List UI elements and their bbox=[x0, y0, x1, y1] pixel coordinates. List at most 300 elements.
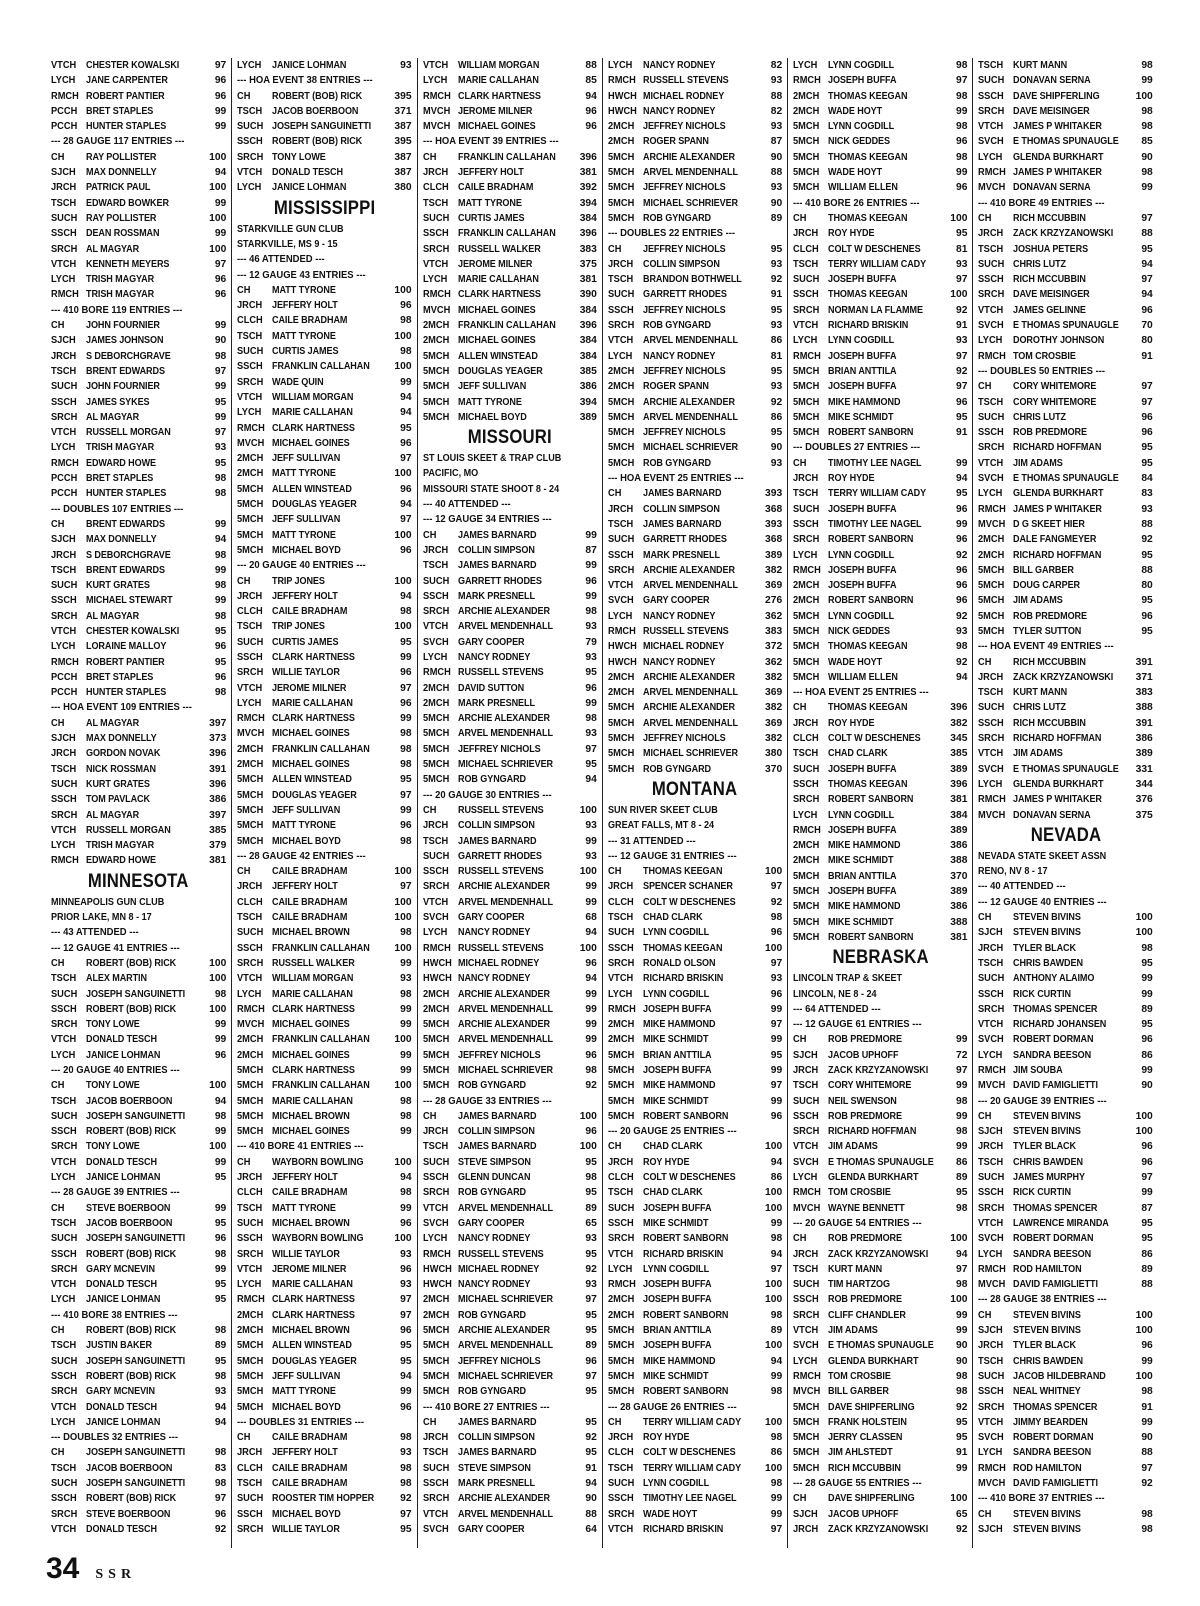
class-code: 5MCH bbox=[422, 1370, 449, 1382]
shooter-name: DAVID FAMIGLIETTI bbox=[1013, 1080, 1099, 1092]
class-code: SUCH bbox=[237, 927, 264, 939]
class-code: SSCH bbox=[793, 518, 819, 530]
result-row bbox=[51, 762, 226, 777]
score: 100 bbox=[950, 289, 968, 301]
score: 86 bbox=[770, 335, 783, 347]
result-row bbox=[423, 1277, 597, 1292]
shooter-name: CAILE BRADHAM bbox=[272, 606, 348, 618]
result-row bbox=[51, 624, 226, 639]
class-code: MVCH bbox=[422, 121, 450, 133]
score: 100 bbox=[394, 468, 412, 480]
class-code: 2MCH bbox=[793, 840, 820, 852]
result-row bbox=[978, 379, 1152, 394]
score: 96 bbox=[770, 988, 783, 1000]
result-row bbox=[51, 716, 226, 731]
score: 99 bbox=[585, 896, 597, 908]
result-row bbox=[237, 1109, 411, 1124]
shooter-name: RUSSELL STEVENS bbox=[457, 667, 544, 679]
shooter-name: STEVEN BIVINS bbox=[1013, 1508, 1082, 1520]
score: 391 bbox=[209, 763, 227, 775]
shooter-name: TYLER BLACK bbox=[1013, 1141, 1077, 1153]
class-code: RMCH bbox=[51, 855, 79, 867]
result-row bbox=[793, 165, 967, 180]
class-code: CLCH bbox=[237, 896, 264, 908]
class-code: 2MCH bbox=[422, 320, 449, 332]
class-code: RMCH bbox=[978, 503, 1007, 515]
result-row bbox=[793, 823, 967, 838]
class-code: SJCH bbox=[978, 1523, 1004, 1535]
shooter-name: FRANKLIN CALLAHAN bbox=[457, 228, 556, 240]
result-row bbox=[423, 196, 597, 211]
class-code: JRCH bbox=[422, 820, 448, 832]
class-code: 5MCH bbox=[793, 381, 820, 393]
class-code: MVCH bbox=[237, 437, 265, 449]
shooter-name: ROGER SPANN bbox=[642, 381, 709, 393]
class-code: 5MCH bbox=[237, 1386, 264, 1398]
score: 384 bbox=[579, 304, 597, 316]
shooter-name: JIM ADAMS bbox=[828, 1141, 878, 1153]
score: 90 bbox=[956, 1340, 968, 1352]
shooter-name: SANDRA BEESON bbox=[1013, 1248, 1092, 1260]
result-row bbox=[51, 1170, 226, 1185]
result-row bbox=[978, 609, 1152, 624]
score: 371 bbox=[394, 105, 412, 117]
heading-text: --- 410 BORE 49 ENTRIES --- bbox=[978, 196, 1106, 209]
heading-text: NEBRASKA bbox=[832, 947, 929, 969]
heading-text: --- 28 GAUGE 117 ENTRIES --- bbox=[51, 135, 185, 148]
score: 98 bbox=[1141, 1386, 1153, 1398]
shooter-name: JOSEPH BUFFA bbox=[642, 1065, 712, 1076]
score: 98 bbox=[770, 1309, 783, 1321]
shooter-name: NANCY RODNEY bbox=[642, 656, 716, 668]
score: 97 bbox=[1141, 1172, 1153, 1184]
class-code: MVCH bbox=[978, 518, 1006, 530]
score: 81 bbox=[956, 243, 968, 255]
class-code: TSCH bbox=[978, 396, 1004, 408]
shooter-name: BRET STAPLES bbox=[86, 671, 154, 683]
score: 386 bbox=[1135, 733, 1153, 745]
result-row bbox=[608, 486, 782, 501]
shooter-name: RICH MCCUBBIN bbox=[828, 1462, 902, 1474]
shooter-name: STEVEN BIVINS bbox=[1013, 1523, 1082, 1535]
shooter-name: JAMES JOHNSON bbox=[86, 335, 164, 347]
shooter-name: LYNN COGDILL bbox=[828, 60, 895, 71]
class-code: 5MCH bbox=[237, 1095, 264, 1107]
result-row bbox=[608, 731, 782, 746]
shooter-name: BRIAN ANTTILA bbox=[828, 870, 897, 882]
class-code: JRCH bbox=[607, 1432, 634, 1444]
score: 100 bbox=[394, 284, 412, 296]
result-row bbox=[608, 287, 782, 302]
score: 372 bbox=[765, 641, 783, 653]
heading-text: --- 410 BORE 37 ENTRIES --- bbox=[978, 1492, 1106, 1505]
result-row bbox=[237, 150, 411, 165]
score: 100 bbox=[1135, 1325, 1153, 1337]
shooter-name: MARIE CALLAHAN bbox=[457, 75, 539, 87]
score: 99 bbox=[956, 457, 968, 469]
score: 94 bbox=[956, 1248, 968, 1260]
class-code: MVCH bbox=[978, 1080, 1006, 1092]
result-row bbox=[608, 349, 782, 364]
class-code: SJCH bbox=[978, 1126, 1004, 1138]
score: 383 bbox=[579, 243, 597, 255]
shooter-name: MICHAEL RODNEY bbox=[642, 90, 725, 102]
class-code: TSCH bbox=[978, 60, 1004, 71]
class-code: SUCH bbox=[51, 778, 78, 790]
shooter-name: RICK CURTIN bbox=[1013, 988, 1072, 1000]
class-code: 5MCH bbox=[607, 717, 635, 729]
shooter-name: RUSSELL STEVENS bbox=[642, 625, 729, 637]
score: 98 bbox=[585, 713, 597, 725]
result-row bbox=[237, 1231, 411, 1246]
result-row bbox=[237, 1185, 411, 1200]
shooter-name: ROY HYDE bbox=[828, 717, 875, 729]
shooter-name: AL MAGYAR bbox=[86, 717, 140, 729]
result-row bbox=[978, 1415, 1152, 1430]
score: 95 bbox=[585, 1187, 597, 1199]
result-row bbox=[793, 471, 967, 486]
class-code: 5MCH bbox=[237, 820, 264, 832]
class-code: 5MCH bbox=[793, 1447, 820, 1459]
class-code: 5MCH bbox=[237, 529, 264, 541]
class-code: 2MCH bbox=[607, 1019, 635, 1031]
score: 99 bbox=[214, 1263, 227, 1275]
score: 97 bbox=[956, 75, 968, 87]
result-row bbox=[978, 486, 1152, 501]
result-row bbox=[608, 1201, 782, 1216]
result-row bbox=[793, 425, 967, 440]
class-code: SVCH bbox=[607, 595, 634, 607]
result-row bbox=[978, 1262, 1152, 1277]
class-code: CH bbox=[793, 702, 807, 714]
shooter-name: CHRIS LUTZ bbox=[1013, 702, 1067, 714]
heading-text: MISSISSIPPI bbox=[273, 197, 376, 219]
shooter-name: MICHAEL SCHRIEVER bbox=[642, 197, 738, 209]
score: 97 bbox=[770, 1263, 783, 1275]
class-code: 5MCH bbox=[607, 182, 635, 194]
score: 85 bbox=[1141, 136, 1153, 148]
class-code: SRCH bbox=[793, 534, 820, 546]
class-code: SSCH bbox=[607, 304, 634, 316]
class-code: 2MCH bbox=[237, 1325, 264, 1337]
class-code: SUCH bbox=[237, 636, 264, 648]
class-code: TSCH bbox=[607, 1462, 634, 1474]
score: 98 bbox=[214, 488, 227, 500]
score: 370 bbox=[950, 870, 968, 882]
event-header bbox=[608, 1124, 782, 1139]
result-row bbox=[793, 1170, 967, 1185]
shooter-name: ROD HAMILTON bbox=[1013, 1263, 1083, 1275]
shooter-name: ROBERT (BOB) RICK bbox=[86, 1325, 177, 1337]
shooter-name: NANCY RODNEY bbox=[642, 610, 716, 622]
shooter-name: FRANKLIN CALLAHAN bbox=[272, 743, 370, 755]
score: 97 bbox=[585, 743, 597, 755]
score: 98 bbox=[214, 687, 227, 699]
class-code: 5MCH bbox=[422, 1065, 449, 1076]
score: 362 bbox=[765, 610, 783, 622]
result-row bbox=[978, 58, 1152, 73]
shooter-name: MIKE SCHMIDT bbox=[828, 411, 894, 423]
shooter-name: NICK GEDDES bbox=[828, 136, 891, 148]
class-code: SUCH bbox=[607, 534, 635, 546]
shooter-name: GARY COOPER bbox=[457, 636, 525, 648]
class-code: 2MCH bbox=[793, 105, 820, 117]
score: 96 bbox=[956, 396, 968, 408]
result-row bbox=[978, 1476, 1152, 1491]
result-row bbox=[423, 971, 597, 986]
result-row bbox=[51, 1507, 226, 1522]
class-code: TSCH bbox=[237, 330, 263, 342]
score: 99 bbox=[770, 1065, 783, 1076]
class-code: PCCH bbox=[51, 671, 78, 683]
shooter-name: GARRETT RHODES bbox=[457, 575, 542, 587]
heading-text: --- 20 GAUGE 30 ENTRIES --- bbox=[422, 788, 552, 801]
shooter-name: JEFFREY NICHOLS bbox=[642, 121, 726, 133]
score: 95 bbox=[585, 1386, 597, 1398]
result-row bbox=[423, 1384, 597, 1399]
shooter-name: ALEX MARTIN bbox=[86, 973, 147, 985]
heading-text: PRIOR LAKE, MN 8 - 17 bbox=[51, 912, 152, 924]
result-row bbox=[51, 1262, 226, 1277]
event-header bbox=[423, 788, 597, 803]
result-row bbox=[793, 624, 967, 639]
result-row bbox=[978, 1445, 1152, 1460]
result-row bbox=[51, 287, 226, 302]
result-row bbox=[51, 257, 226, 272]
score: 98 bbox=[585, 1172, 597, 1184]
shooter-name: JOHN FOURNIER bbox=[86, 320, 160, 332]
score: 98 bbox=[770, 912, 783, 924]
result-row bbox=[237, 1430, 411, 1445]
heading-text: --- 46 ATTENDED --- bbox=[237, 253, 325, 266]
score: 97 bbox=[956, 350, 968, 362]
score: 99 bbox=[585, 1003, 597, 1015]
heading-text: --- 20 GAUGE 25 ENTRIES --- bbox=[607, 1125, 737, 1138]
class-code: 5MCH bbox=[237, 774, 264, 786]
result-row bbox=[51, 1491, 226, 1506]
result-row bbox=[423, 681, 597, 696]
score: 100 bbox=[394, 942, 412, 954]
event-header bbox=[51, 1063, 226, 1078]
result-row bbox=[608, 1430, 782, 1445]
class-code: SUCH bbox=[51, 1110, 78, 1122]
score: 96 bbox=[956, 580, 968, 592]
result-row bbox=[978, 563, 1152, 578]
score: 97 bbox=[1141, 396, 1153, 408]
shooter-name: LYNN COGDILL bbox=[828, 121, 895, 133]
result-row bbox=[423, 650, 597, 665]
result-row bbox=[793, 1522, 967, 1537]
club-info bbox=[978, 849, 1152, 864]
score: 88 bbox=[585, 1508, 597, 1520]
score: 99 bbox=[214, 1202, 227, 1214]
score: 92 bbox=[1141, 1478, 1153, 1490]
class-code: TSCH bbox=[51, 564, 77, 576]
score: 396 bbox=[579, 320, 597, 332]
score: 362 bbox=[765, 656, 783, 668]
event-header bbox=[237, 268, 411, 283]
score: 97 bbox=[770, 1523, 783, 1535]
class-code: TSCH bbox=[237, 1478, 263, 1490]
score: 99 bbox=[214, 228, 227, 240]
score: 84 bbox=[1141, 473, 1153, 485]
score: 99 bbox=[956, 1080, 968, 1092]
result-row bbox=[237, 711, 411, 726]
class-code: 2MCH bbox=[422, 697, 449, 709]
class-code: TSCH bbox=[422, 835, 448, 847]
score: 100 bbox=[209, 243, 227, 255]
score: 93 bbox=[770, 182, 783, 194]
shooter-name: E THOMAS SPUNAUGLE bbox=[1013, 136, 1120, 148]
result-row bbox=[237, 1063, 411, 1078]
score: 96 bbox=[585, 121, 597, 133]
result-row bbox=[793, 1292, 967, 1307]
score: 95 bbox=[585, 1309, 597, 1321]
shooter-name: MICHAEL SCHRIEVER bbox=[457, 759, 553, 771]
shooter-name: JAMES P WHITAKER bbox=[1013, 503, 1103, 515]
class-code: TSCH bbox=[237, 1202, 263, 1214]
class-code: JRCH bbox=[978, 1141, 1004, 1153]
shooter-name: CAILE BRADHAM bbox=[272, 896, 348, 908]
score: 91 bbox=[1141, 1401, 1153, 1413]
shooter-name: COLT W DESCHENES bbox=[642, 1172, 736, 1184]
score: 89 bbox=[214, 1340, 227, 1352]
shooter-name: ROY HYDE bbox=[828, 228, 875, 240]
score: 100 bbox=[765, 1416, 783, 1428]
result-row bbox=[423, 895, 597, 910]
score: 93 bbox=[770, 320, 783, 332]
heading-text: --- 12 GAUGE 41 ENTRIES --- bbox=[51, 941, 180, 954]
shooter-name: ROGER SPANN bbox=[642, 136, 709, 148]
shooter-name: WADE HOYT bbox=[828, 656, 883, 668]
class-code: VTCH bbox=[422, 60, 448, 71]
class-code: 2MCH bbox=[422, 988, 449, 1000]
class-code: 2MCH bbox=[607, 687, 635, 699]
class-code: SJCH bbox=[978, 1325, 1004, 1337]
shooter-name: ANTHONY ALAIMO bbox=[1013, 973, 1095, 985]
score: 100 bbox=[394, 361, 412, 373]
result-row bbox=[51, 1323, 226, 1338]
result-row bbox=[51, 58, 226, 73]
shooter-name: JOSEPH SANGUINETTI bbox=[86, 1447, 186, 1459]
event-header bbox=[51, 941, 226, 956]
shooter-name: DONALD TESCH bbox=[272, 167, 344, 179]
class-code: SSCH bbox=[978, 988, 1005, 1000]
score: 94 bbox=[1141, 258, 1153, 270]
score: 98 bbox=[956, 1095, 968, 1107]
result-row bbox=[793, 395, 967, 410]
result-row bbox=[423, 211, 597, 226]
shooter-name: LYNN COGDILL bbox=[828, 335, 895, 347]
shooter-name: WADE QUIN bbox=[272, 376, 324, 388]
score: 86 bbox=[1141, 1248, 1153, 1260]
result-row bbox=[608, 425, 782, 440]
class-code: SRCH bbox=[422, 243, 449, 255]
result-row bbox=[423, 303, 597, 318]
shooter-name: JOSEPH BUFFA bbox=[828, 350, 897, 362]
shooter-name: D G SKEET HIER bbox=[1013, 518, 1086, 530]
result-row bbox=[793, 1461, 967, 1476]
result-row bbox=[237, 971, 411, 986]
result-row bbox=[978, 89, 1152, 104]
score: 100 bbox=[950, 1493, 968, 1505]
results-column bbox=[46, 58, 231, 1548]
shooter-name: FRANKLIN CALLAHAN bbox=[457, 151, 556, 163]
shooter-name: WADE HOYT bbox=[828, 167, 883, 179]
class-code: VTCH bbox=[237, 1263, 263, 1275]
score: 95 bbox=[770, 427, 783, 439]
class-code: JRCH bbox=[51, 549, 77, 561]
shooter-name: ARCHIE ALEXANDER bbox=[457, 1019, 550, 1031]
result-row bbox=[51, 1400, 226, 1415]
shooter-name: CHAD CLARK bbox=[828, 748, 888, 760]
score: 95 bbox=[956, 228, 968, 240]
score: 91 bbox=[1141, 350, 1153, 362]
score: 99 bbox=[956, 1141, 968, 1153]
result-row bbox=[608, 1185, 782, 1200]
shooter-name: ROB GYNGARD bbox=[642, 320, 711, 332]
shooter-name: CURTIS JAMES bbox=[272, 636, 339, 648]
result-row bbox=[51, 792, 226, 807]
shooter-name: STEVE BOERBOON bbox=[86, 1202, 171, 1214]
shooter-name: WILLIAM ELLEN bbox=[828, 671, 899, 683]
shooter-name: TRISH MAGYAR bbox=[86, 442, 155, 454]
score: 98 bbox=[1141, 60, 1153, 71]
result-row bbox=[793, 1201, 967, 1216]
class-code: RMCH bbox=[607, 75, 636, 87]
class-code: 5MCH bbox=[793, 886, 820, 898]
result-row bbox=[237, 696, 411, 711]
score: 96 bbox=[214, 75, 227, 87]
score: 93 bbox=[770, 381, 783, 393]
result-row bbox=[51, 1109, 226, 1124]
shooter-name: E THOMAS SPUNAUGLE bbox=[1013, 763, 1120, 775]
score: 94 bbox=[770, 1355, 783, 1367]
shooter-name: JAMES SYKES bbox=[86, 396, 150, 408]
score: 389 bbox=[950, 824, 968, 836]
score: 88 bbox=[1141, 228, 1153, 240]
shooter-name: CORY WHITEMORE bbox=[1013, 396, 1097, 408]
shooter-name: JANICE LOHMAN bbox=[272, 60, 347, 71]
class-code: CH bbox=[978, 212, 992, 224]
result-row bbox=[423, 1338, 597, 1353]
shooter-name: CHAD CLARK bbox=[642, 1187, 703, 1199]
result-row bbox=[423, 1048, 597, 1063]
class-code: SRCH bbox=[51, 411, 78, 423]
result-row bbox=[793, 593, 967, 608]
result-row bbox=[237, 772, 411, 787]
class-code: CH bbox=[51, 717, 65, 729]
shooter-name: MIKE HAMMOND bbox=[828, 396, 901, 408]
score: 276 bbox=[765, 595, 783, 607]
score: 368 bbox=[765, 534, 783, 546]
score: 86 bbox=[770, 1447, 783, 1459]
class-code: 5MCH bbox=[607, 1370, 635, 1382]
class-code: VTCH bbox=[51, 824, 77, 836]
class-code: JRCH bbox=[978, 942, 1004, 954]
score: 386 bbox=[579, 381, 597, 393]
class-code: CH bbox=[978, 381, 992, 393]
shooter-name: RUSSELL MORGAN bbox=[86, 824, 171, 836]
score: 95 bbox=[585, 1447, 597, 1459]
result-row bbox=[793, 1185, 967, 1200]
event-header bbox=[237, 1139, 411, 1154]
score: 80 bbox=[1141, 580, 1153, 592]
result-row bbox=[237, 1216, 411, 1231]
class-code: SSCH bbox=[793, 1110, 819, 1122]
score: 94 bbox=[400, 1172, 412, 1184]
class-code: CH bbox=[978, 912, 992, 924]
